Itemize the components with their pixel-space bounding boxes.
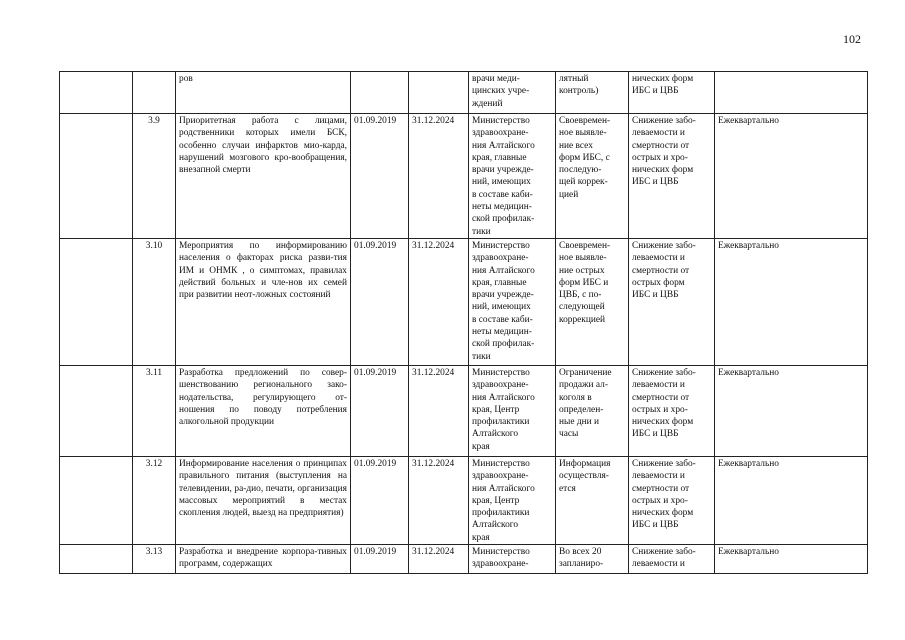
indicator-cell: нических форм ИБС и ЦВБ: [629, 72, 715, 114]
blank-cell: [60, 365, 133, 456]
end-date-cell: 31.12.2024: [409, 114, 469, 239]
row-number: [133, 72, 176, 114]
end-date-cell: 31.12.2024: [409, 365, 469, 456]
executor-cell: Министерство здравоохране- ния Алтайского края, Центр профилактики Алтайского края: [469, 456, 556, 544]
start-date-cell: 01.09.2019: [351, 545, 409, 574]
result-cell: Во всех 20 запланиро-: [556, 545, 629, 574]
executor-cell: Министерство здравоохране-: [469, 545, 556, 574]
blank-cell: [60, 456, 133, 544]
end-date-cell: 31.12.2024: [409, 456, 469, 544]
executor-cell: Министерство здравоохране- ния Алтайского края, Центр профилактики Алтайского края: [469, 365, 556, 456]
activity-cell: Разработка и внедрение корпора-тивных программ, содержащих: [176, 545, 351, 574]
table-row: [60, 545, 868, 574]
row-number: 3.11: [133, 365, 176, 456]
activity-cell: Приоритетная работа с лицами, родственники которых имели БСК, особенно случаи инфарктов мио-карда, нарушений мозгового кро-вообращения, внезапной смерти: [176, 114, 351, 239]
result-cell: лятный контроль): [556, 72, 629, 114]
result-cell: Своевремен- ное выявле- ние острых форм ИБС и ЦВБ, с по- следующей коррекцией: [556, 238, 629, 365]
result-cell: Информация осуществля- ется: [556, 456, 629, 544]
start-date-cell: 01.09.2019: [351, 238, 409, 365]
frequency-cell: Ежеквартально: [715, 114, 868, 239]
table-row: [60, 365, 868, 456]
blank-cell: [60, 114, 133, 239]
frequency-cell: Ежеквартально: [715, 238, 868, 365]
indicator-cell: Снижение забо- леваемости и смертности от острых форм ИБС и ЦВБ: [629, 238, 715, 365]
end-date-cell: 31.12.2024: [409, 545, 469, 574]
frequency-cell: [715, 72, 868, 114]
indicator-cell: Снижение забо- леваемости и смертности от острых и хро- нических форм ИБС и ЦВБ: [629, 365, 715, 456]
executor-cell: врачи меди- цинских учре- ждений: [469, 72, 556, 114]
start-date-cell: 01.09.2019: [351, 365, 409, 456]
start-date-cell: 01.09.2019: [351, 456, 409, 544]
row-number: 3.13: [133, 545, 176, 574]
result-cell: Ограничение продажи ал- коголя в определен- ные дни и часы: [556, 365, 629, 456]
indicator-cell: Снижение забо- леваемости и смертности от острых и хро- нических форм ИБС и ЦВБ: [629, 114, 715, 239]
table-row: [60, 238, 868, 365]
activity-cell: Разработка предложений по совер-шенствованию регионального зако-нодательства, регулирующего от-ношения по поводу потребления алкогольной продукции: [176, 365, 351, 456]
row-number: 3.9: [133, 114, 176, 239]
start-date-cell: 01.09.2019: [351, 114, 409, 239]
activity-cell: Мероприятия по информированию населения о факторах риска разви-тия ИМ и ОНМК , о симптомах, правилах действий больных и чле-нов их семей при развитии неот-ложных состояний: [176, 238, 351, 365]
activity-cell: Информирование населения о принципах правильного питания (выступления на телевидении, ра-дио, печати, организация массовых мероприятий в местах скопления людей, выезд на предприятия): [176, 456, 351, 544]
executor-cell: Министерство здравоохране- ния Алтайского края, главные врачи учрежде- ний, имеющих в составе каби- неты медицин- ской профилак- тики: [469, 238, 556, 365]
indicator-cell: Снижение забо- леваемости и: [629, 545, 715, 574]
row-number: 3.12: [133, 456, 176, 544]
blank-cell: [60, 545, 133, 574]
measures-table: [59, 71, 868, 574]
table-row: [60, 72, 868, 114]
frequency-cell: Ежеквартально: [715, 456, 868, 544]
frequency-cell: Ежеквартально: [715, 365, 868, 456]
blank-cell: [60, 238, 133, 365]
indicator-cell: Снижение забо- леваемости и смертности от острых и хро- нических форм ИБС и ЦВБ: [629, 456, 715, 544]
blank-cell: [60, 72, 133, 114]
end-date-cell: [409, 72, 469, 114]
table-row: [60, 114, 868, 239]
table-row: [60, 456, 868, 544]
row-number: 3.10: [133, 238, 176, 365]
result-cell: Своевремен- ное выявле- ние всех форм ИБС, с последую- щей коррек- цией: [556, 114, 629, 239]
activity-cell: ров: [176, 72, 351, 114]
page-number: 102: [843, 32, 861, 46]
frequency-cell: Ежеквартально: [715, 545, 868, 574]
end-date-cell: 31.12.2024: [409, 238, 469, 365]
start-date-cell: [351, 72, 409, 114]
executor-cell: Министерство здравоохране- ния Алтайского края, главные врачи учрежде- ний, имеющих в составе каби- неты медицин- ской профилак- тики: [469, 114, 556, 239]
